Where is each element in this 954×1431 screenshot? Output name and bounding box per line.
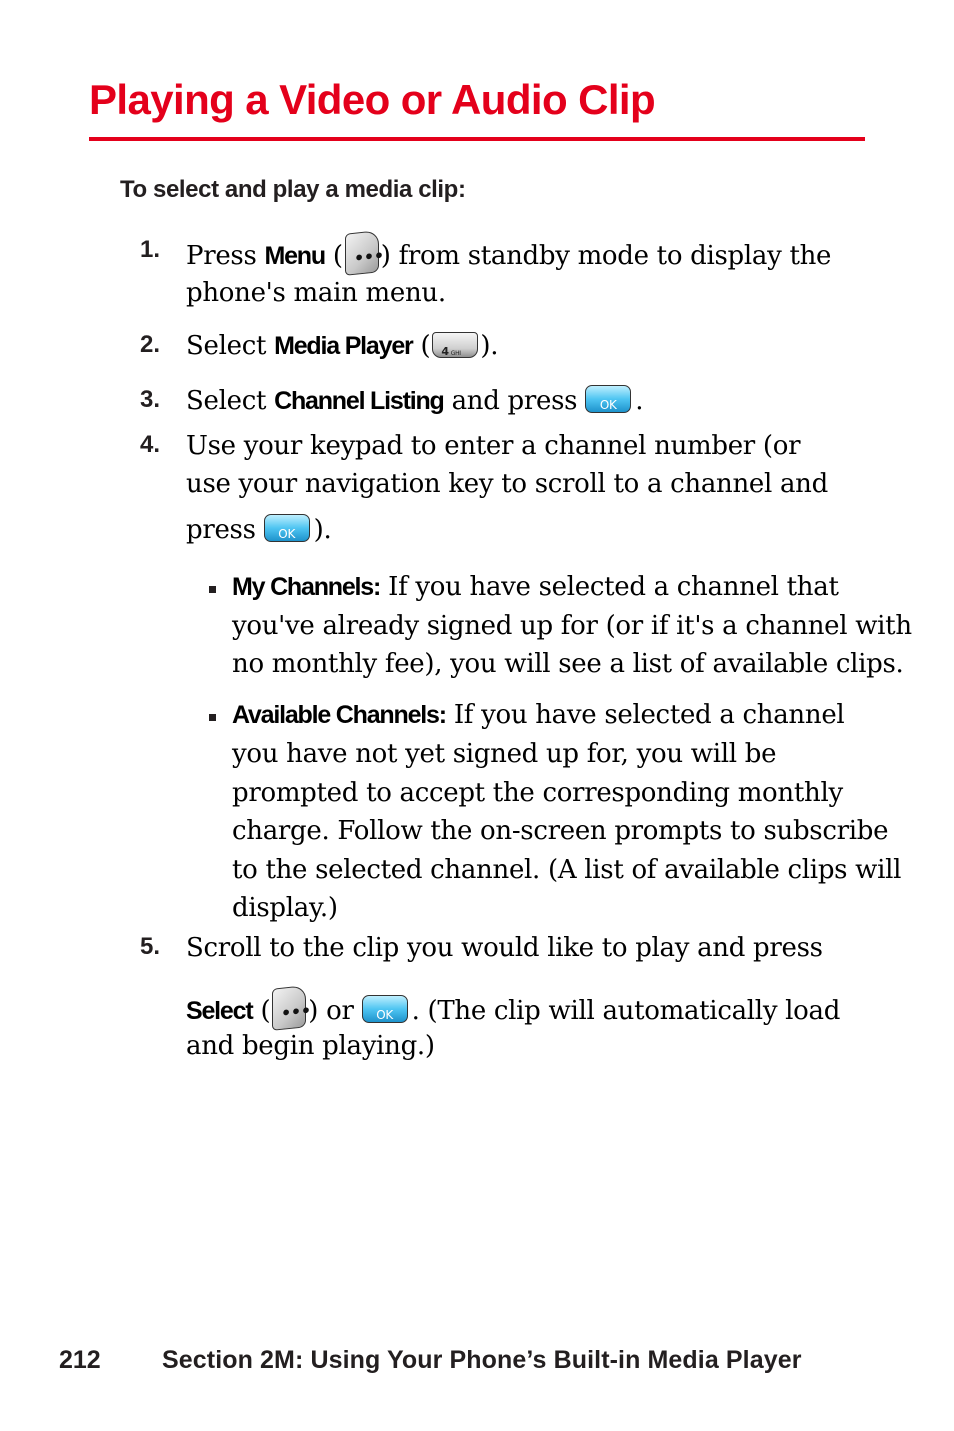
bullet-my-channels-line-1	[232, 572, 839, 602]
ok-button-icon	[362, 995, 408, 1023]
step-5-line-1: Scroll to the clip you would like to play and press	[186, 933, 823, 963]
step-1-number: 1.	[140, 236, 161, 263]
menu-keyword: Menu	[264, 242, 325, 270]
page-title: Playing a Video or Audio Clip	[89, 76, 656, 123]
step-3-period: .	[635, 386, 644, 416]
step-2-close: ).	[480, 331, 499, 361]
bullet-available-channels-line-6: display.)	[232, 893, 338, 923]
bullet-available-channels-line-5: to the selected channel. (A list of available clips will	[232, 855, 902, 885]
step-3-number: 3.	[140, 386, 161, 413]
step-4-press: press	[186, 515, 256, 545]
step-1-line-1	[186, 236, 831, 278]
step-2-line-1	[186, 331, 498, 361]
step-3-line-1	[186, 386, 643, 416]
step-3-text: Select	[186, 386, 267, 416]
section-footer: Section 2M: Using Your Phone’s Built-in Media Player	[162, 1346, 802, 1374]
step-2-paren: (	[420, 331, 431, 361]
step-1-text-cont: ) from standby mode to display the	[380, 241, 832, 271]
step-1-paren: (	[332, 241, 343, 271]
step-1-line-2: phone's main menu.	[186, 278, 446, 308]
bullet-available-channels-line-2: you have not yet signed up for, you will be	[232, 739, 777, 769]
step-5-number: 5.	[140, 933, 161, 960]
step-5-or: ) or	[308, 996, 354, 1026]
menu-softkey-icon	[345, 230, 384, 276]
key-4-letters: GHI	[450, 350, 461, 357]
bullet-my-channels-line-3: no monthly fee), you will see a list of available clips.	[232, 649, 904, 679]
ok-button-icon	[585, 385, 631, 413]
available-channels-text: If you have selected a channel	[453, 700, 845, 730]
step-5-paren: (	[260, 996, 271, 1026]
step-4-close: ).	[313, 515, 332, 545]
channel-listing-keyword: Channel Listing	[274, 387, 444, 415]
intro-heading: To select and play a media clip:	[120, 176, 466, 203]
title-rule	[89, 137, 865, 141]
step-3-text-cont: and press	[451, 386, 578, 416]
step-5-line-2	[186, 991, 840, 1033]
my-channels-keyword: My Channels:	[232, 573, 381, 601]
my-channels-text: If you have selected a channel that	[388, 572, 839, 602]
step-4-number: 4.	[140, 431, 161, 458]
bullet-available-channels-line-3: prompted to accept the corresponding monthly	[232, 778, 843, 808]
softkey-dots: •••	[353, 245, 384, 268]
step-4-line-2: use your navigation key to scroll to a channel and	[186, 469, 828, 499]
page-number: 212	[59, 1346, 101, 1374]
bullet-marker	[209, 586, 216, 593]
bullet-my-channels-line-2: you've already signed up for (or if it's a channel with	[232, 611, 912, 641]
key-4-icon	[432, 332, 478, 358]
step-4-line-1: Use your keypad to enter a channel number (or	[186, 431, 801, 461]
ok-label: OK	[599, 398, 617, 412]
ok-label: OK	[376, 1008, 393, 1022]
select-keyword: Select	[186, 997, 253, 1025]
bullet-marker	[209, 714, 216, 721]
step-5-text-cont: . (The clip will automatically load	[411, 996, 841, 1026]
available-channels-keyword: Available Channels:	[232, 701, 446, 729]
ok-button-icon	[264, 514, 310, 542]
ok-label: OK	[278, 527, 296, 541]
bullet-available-channels-line-1	[232, 700, 844, 730]
step-5-line-3: and begin playing.)	[186, 1031, 435, 1061]
step-4-line-3	[186, 515, 331, 545]
media-player-keyword: Media Player	[274, 332, 413, 360]
select-softkey-icon	[272, 985, 312, 1031]
step-2-text: Select	[186, 331, 267, 361]
step-1-text: Press	[186, 241, 257, 271]
bullet-available-channels-line-4: charge. Follow the on-screen prompts to subscribe	[232, 816, 889, 846]
step-2-number: 2.	[140, 331, 161, 358]
key-4-label	[441, 337, 460, 369]
softkey-dots: •••	[281, 1000, 312, 1023]
key-4-digit: 4	[441, 345, 449, 358]
